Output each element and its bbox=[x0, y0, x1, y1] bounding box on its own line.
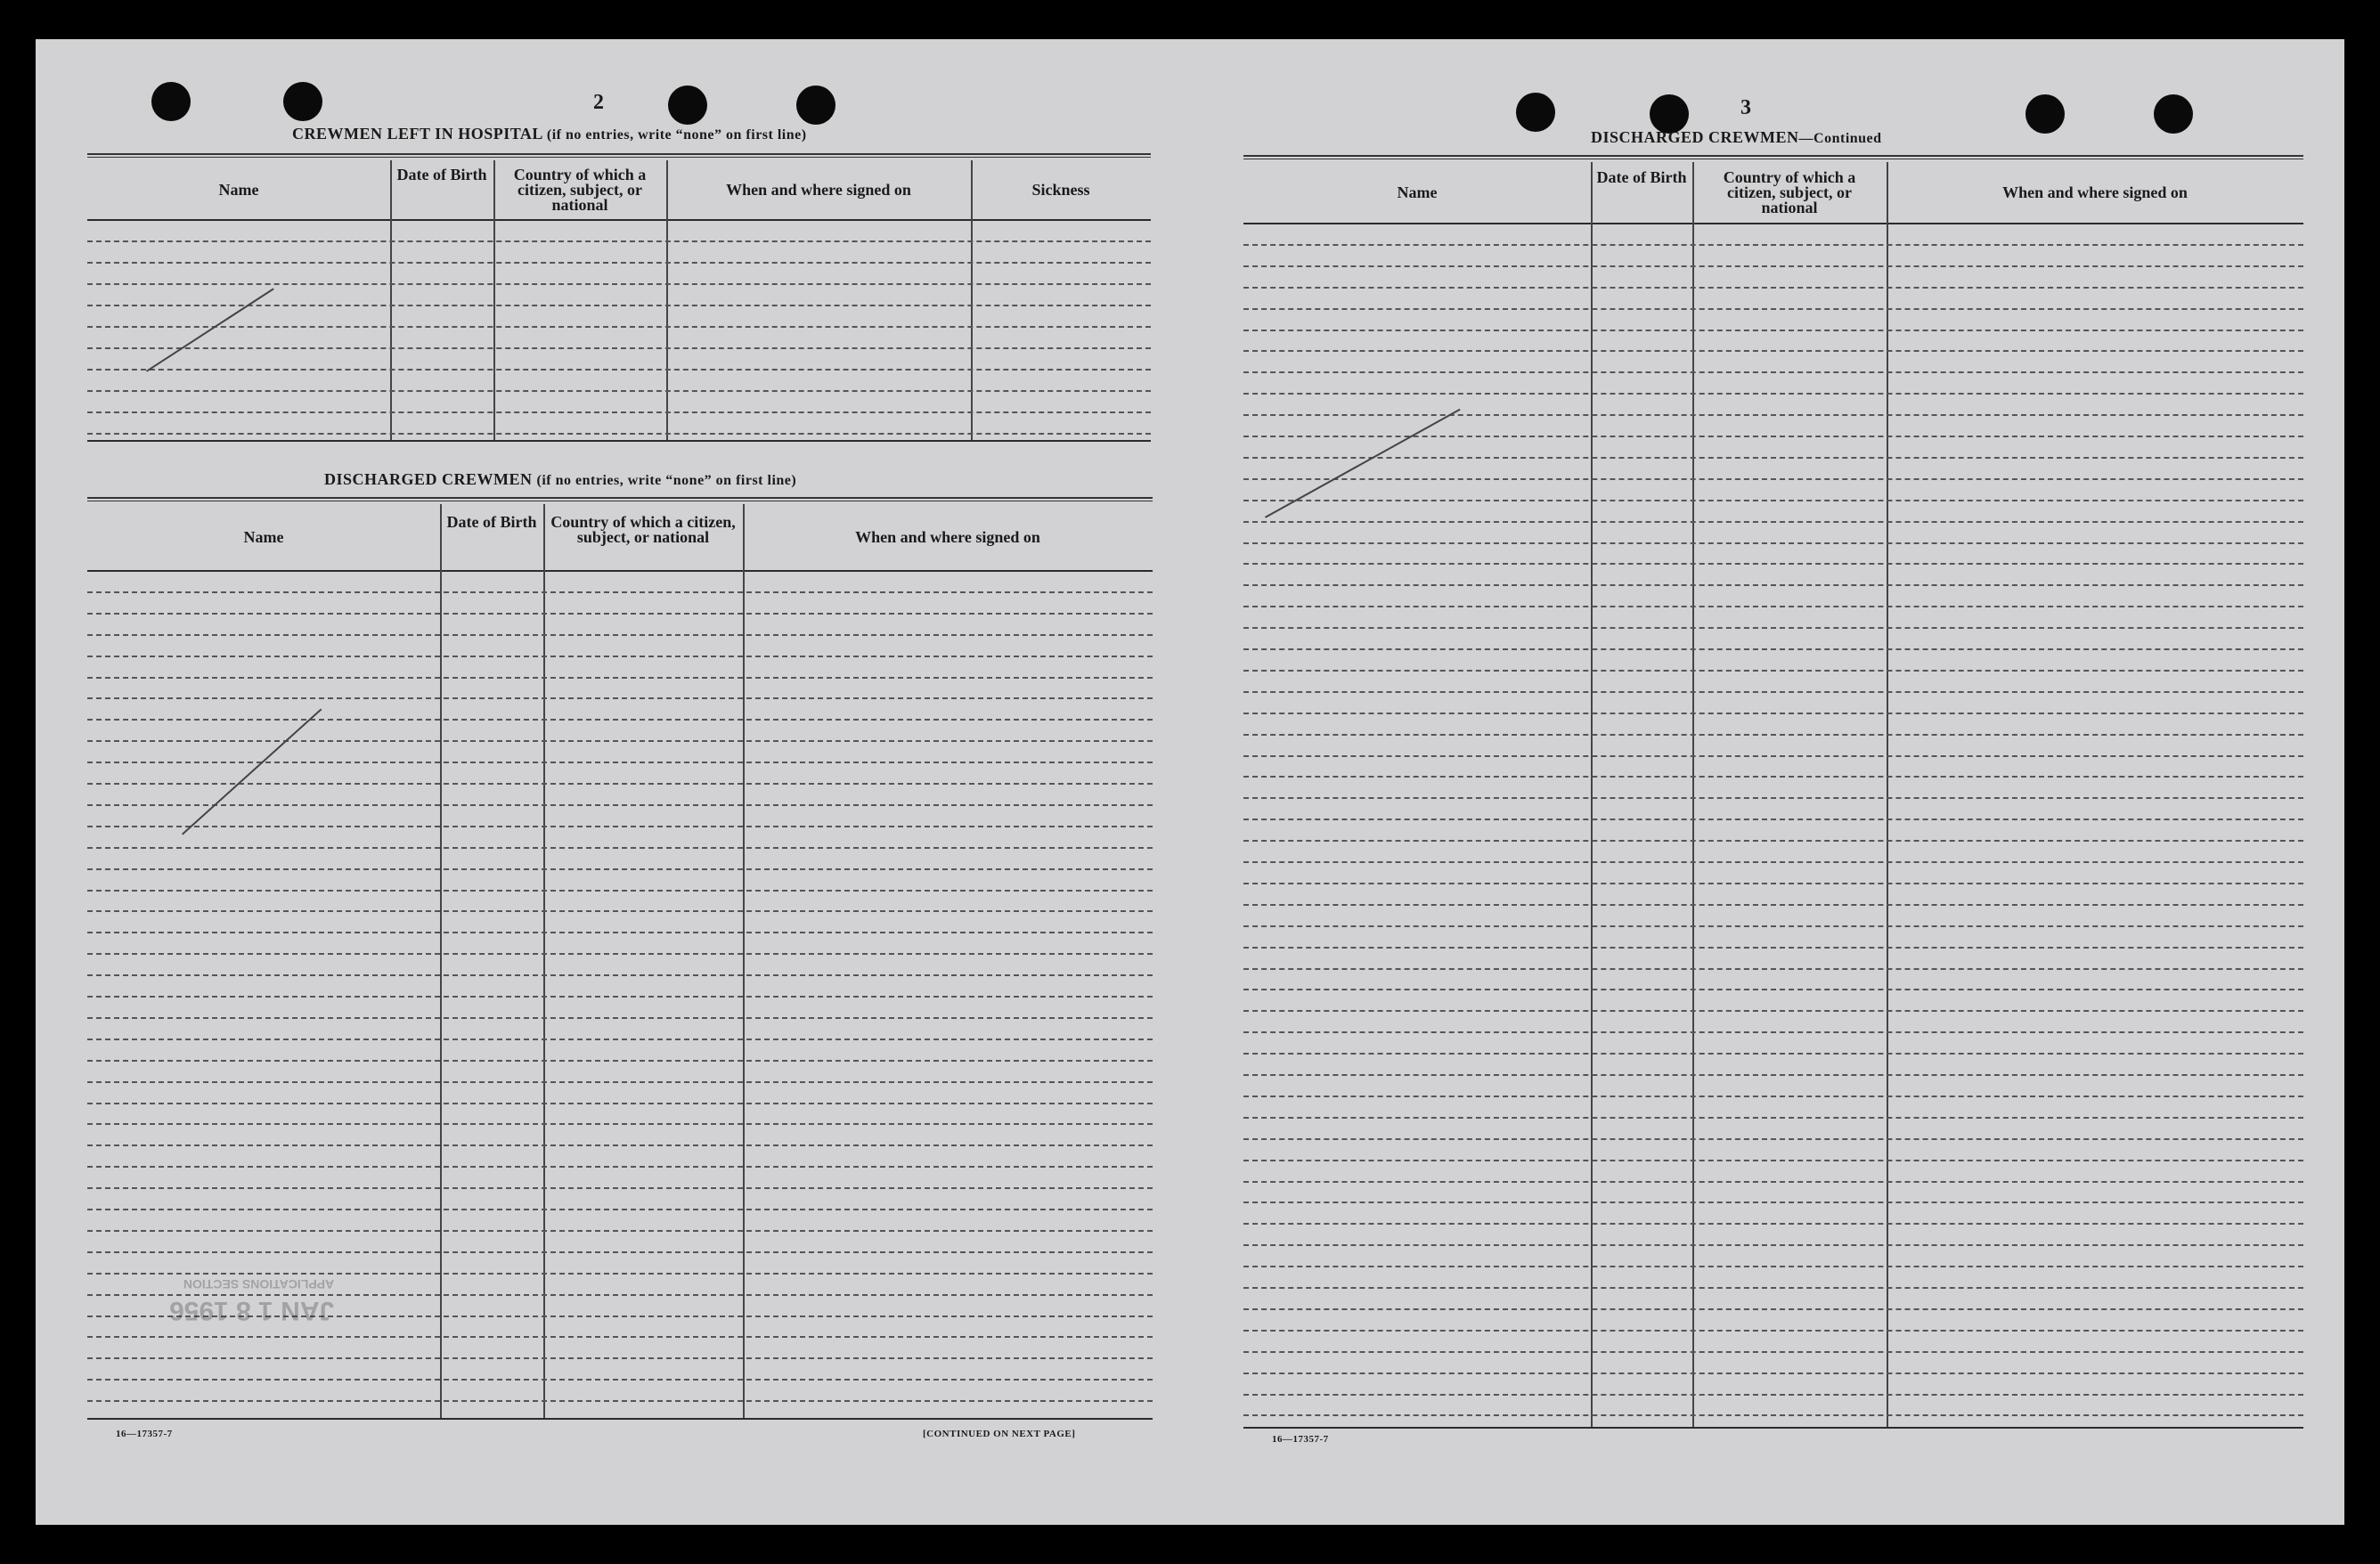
row-line bbox=[1243, 883, 2303, 884]
row-line bbox=[87, 1123, 1153, 1125]
continued-suffix: —Continued bbox=[1798, 131, 1882, 146]
column-divider bbox=[440, 504, 442, 1418]
punch-hole bbox=[1516, 93, 1555, 132]
row-line bbox=[1243, 648, 2303, 650]
row-line bbox=[87, 1357, 1153, 1359]
row-line bbox=[87, 591, 1153, 593]
row-line bbox=[1243, 691, 2303, 693]
row-line bbox=[87, 974, 1153, 976]
row-line bbox=[87, 677, 1153, 679]
row-line bbox=[87, 433, 1151, 435]
punch-hole bbox=[151, 82, 191, 121]
row-line bbox=[87, 1379, 1153, 1381]
row-line bbox=[1243, 1181, 2303, 1183]
row-line bbox=[87, 826, 1153, 827]
stamp-section: APPLICATIONS SECTION bbox=[183, 1277, 335, 1291]
row-line bbox=[87, 390, 1151, 392]
row-line bbox=[1243, 989, 2303, 990]
table-header-rule bbox=[87, 219, 1151, 221]
row-line bbox=[1243, 670, 2303, 672]
row-line bbox=[1243, 1117, 2303, 1119]
continued-note: [CONTINUED ON NEXT PAGE] bbox=[923, 1429, 1076, 1439]
row-line bbox=[1243, 755, 2303, 757]
row-line bbox=[1243, 1414, 2303, 1416]
column-header: Country of which a citizen, subject, or national bbox=[1723, 167, 1856, 216]
page-number-right: 3 bbox=[1740, 96, 1751, 119]
continued-top-rule bbox=[1243, 155, 2303, 159]
row-line bbox=[1243, 1096, 2303, 1097]
row-line bbox=[1243, 414, 2303, 416]
column-header: Country of which a citizen, subject, or national bbox=[550, 512, 736, 546]
row-line bbox=[1243, 265, 2303, 267]
row-line bbox=[87, 1251, 1153, 1253]
row-line bbox=[1243, 1160, 2303, 1161]
row-line bbox=[87, 719, 1153, 721]
row-line bbox=[1243, 797, 2303, 799]
row-line bbox=[87, 1336, 1153, 1338]
discharged-title-text: DISCHARGED CREWMEN bbox=[324, 470, 533, 488]
row-line bbox=[1243, 1351, 2303, 1353]
row-line bbox=[1243, 1244, 2303, 1246]
row-line bbox=[87, 1187, 1153, 1189]
row-line bbox=[87, 697, 1153, 699]
row-line bbox=[87, 283, 1151, 285]
discharged-continued-title-text: DISCHARGED CREWMEN bbox=[1591, 128, 1799, 146]
row-line bbox=[1243, 350, 2303, 352]
column-header: Name bbox=[218, 180, 259, 199]
row-line bbox=[1243, 563, 2303, 565]
hospital-section-title bbox=[292, 125, 807, 143]
row-line bbox=[1243, 606, 2303, 607]
column-divider bbox=[390, 160, 392, 440]
row-line bbox=[87, 347, 1151, 349]
row-line bbox=[87, 369, 1151, 371]
row-line bbox=[1243, 542, 2303, 544]
row-line bbox=[87, 240, 1151, 242]
hospital-title-text: CREWMEN LEFT IN HOSPITAL bbox=[292, 125, 542, 143]
pen-stroke bbox=[1265, 409, 1461, 518]
pen-stroke bbox=[182, 708, 322, 835]
hospital-instruction: (if no entries, write “none” on first line) bbox=[546, 127, 807, 143]
discharged-section-title bbox=[324, 470, 796, 489]
table-bottom-rule bbox=[87, 1418, 1153, 1420]
row-line bbox=[1243, 947, 2303, 949]
row-line bbox=[1243, 308, 2303, 310]
row-line bbox=[87, 932, 1153, 933]
column-header: When and where signed on bbox=[2002, 183, 2188, 201]
row-line bbox=[87, 1144, 1153, 1146]
row-line bbox=[1243, 371, 2303, 373]
row-line bbox=[87, 783, 1153, 785]
row-line bbox=[1243, 1223, 2303, 1225]
row-line bbox=[87, 1166, 1153, 1168]
row-line bbox=[1243, 584, 2303, 586]
row-line bbox=[87, 953, 1153, 955]
row-line bbox=[87, 890, 1153, 892]
column-header: When and where signed on bbox=[855, 527, 1040, 546]
table-bottom-rule bbox=[1243, 1427, 2303, 1429]
row-line bbox=[87, 634, 1153, 636]
row-line bbox=[1243, 819, 2303, 820]
column-divider bbox=[493, 160, 495, 440]
row-line bbox=[87, 847, 1153, 849]
row-line bbox=[1243, 393, 2303, 395]
row-line bbox=[87, 1103, 1153, 1104]
row-line bbox=[87, 910, 1153, 912]
hospital-top-rule bbox=[87, 153, 1151, 158]
row-line bbox=[87, 656, 1153, 657]
row-line bbox=[1243, 1394, 2303, 1396]
row-line bbox=[1243, 1308, 2303, 1310]
row-line bbox=[1243, 1138, 2303, 1140]
row-line bbox=[1243, 1202, 2303, 1203]
discharged-continued-title bbox=[1591, 128, 1882, 147]
form-number-left: 16—17357-7 bbox=[116, 1429, 173, 1439]
column-header: Date of Birth bbox=[396, 165, 487, 183]
row-line bbox=[1243, 287, 2303, 289]
table-header-rule bbox=[1243, 223, 2303, 224]
row-line bbox=[87, 1400, 1153, 1402]
row-line bbox=[1243, 1010, 2303, 1012]
row-line bbox=[87, 1273, 1153, 1275]
row-line bbox=[1243, 925, 2303, 927]
row-line bbox=[1243, 1053, 2303, 1055]
pen-stroke bbox=[146, 288, 274, 371]
row-line bbox=[1243, 627, 2303, 629]
column-divider bbox=[666, 160, 668, 440]
row-line bbox=[1243, 904, 2303, 906]
row-line bbox=[87, 326, 1151, 328]
row-line bbox=[87, 1039, 1153, 1040]
row-line bbox=[87, 1209, 1153, 1210]
row-line bbox=[1243, 734, 2303, 736]
row-line bbox=[87, 1017, 1153, 1019]
column-header: Country of which a citizen, subject, or national bbox=[513, 165, 647, 214]
table-bottom-rule bbox=[87, 440, 1151, 442]
column-header: Date of Birth bbox=[1596, 167, 1687, 186]
row-line bbox=[1243, 1287, 2303, 1289]
column-header: Sickness bbox=[1031, 180, 1090, 199]
punch-hole bbox=[283, 82, 322, 121]
punch-hole bbox=[668, 86, 707, 125]
punch-hole bbox=[796, 86, 835, 125]
column-divider bbox=[971, 160, 973, 440]
row-line bbox=[1243, 521, 2303, 523]
row-line bbox=[87, 804, 1153, 806]
row-line bbox=[1243, 840, 2303, 842]
row-line bbox=[1243, 968, 2303, 970]
row-line bbox=[87, 411, 1151, 413]
row-line bbox=[1243, 1330, 2303, 1332]
row-line bbox=[87, 613, 1153, 615]
form-number-right: 16—17357-7 bbox=[1272, 1434, 1329, 1445]
column-divider bbox=[543, 504, 545, 1418]
column-header: Name bbox=[243, 527, 284, 546]
row-line bbox=[1243, 1074, 2303, 1076]
punch-hole bbox=[2025, 94, 2065, 134]
row-line bbox=[1243, 244, 2303, 246]
row-line bbox=[87, 1230, 1153, 1232]
row-line bbox=[87, 740, 1153, 742]
row-line bbox=[1243, 457, 2303, 459]
row-line bbox=[87, 996, 1153, 998]
discharged-top-rule bbox=[87, 497, 1153, 501]
discharged-instruction: (if no entries, write “none” on first line) bbox=[536, 473, 797, 488]
row-line bbox=[1243, 330, 2303, 331]
row-line bbox=[87, 1060, 1153, 1062]
stamp-date: JAN 1 8 1956 bbox=[169, 1296, 335, 1325]
row-line bbox=[1243, 1266, 2303, 1267]
table-header-rule bbox=[87, 570, 1153, 572]
row-line bbox=[1243, 1031, 2303, 1033]
column-header: Date of Birth bbox=[446, 512, 537, 531]
row-line bbox=[87, 262, 1151, 264]
row-line bbox=[87, 868, 1153, 870]
column-header: Name bbox=[1397, 183, 1438, 201]
row-line bbox=[1243, 478, 2303, 480]
page-number-left: 2 bbox=[593, 91, 604, 114]
faint-stamp bbox=[169, 1277, 334, 1325]
row-line bbox=[1243, 1373, 2303, 1374]
column-divider bbox=[743, 504, 745, 1418]
punch-hole bbox=[2154, 94, 2193, 134]
row-line bbox=[1243, 500, 2303, 501]
row-line bbox=[87, 762, 1153, 763]
row-line bbox=[1243, 436, 2303, 437]
row-line bbox=[1243, 861, 2303, 863]
column-header: When and where signed on bbox=[726, 180, 911, 199]
document-scan bbox=[36, 39, 2344, 1525]
row-line bbox=[87, 1081, 1153, 1083]
row-line bbox=[1243, 776, 2303, 778]
row-line bbox=[1243, 713, 2303, 714]
